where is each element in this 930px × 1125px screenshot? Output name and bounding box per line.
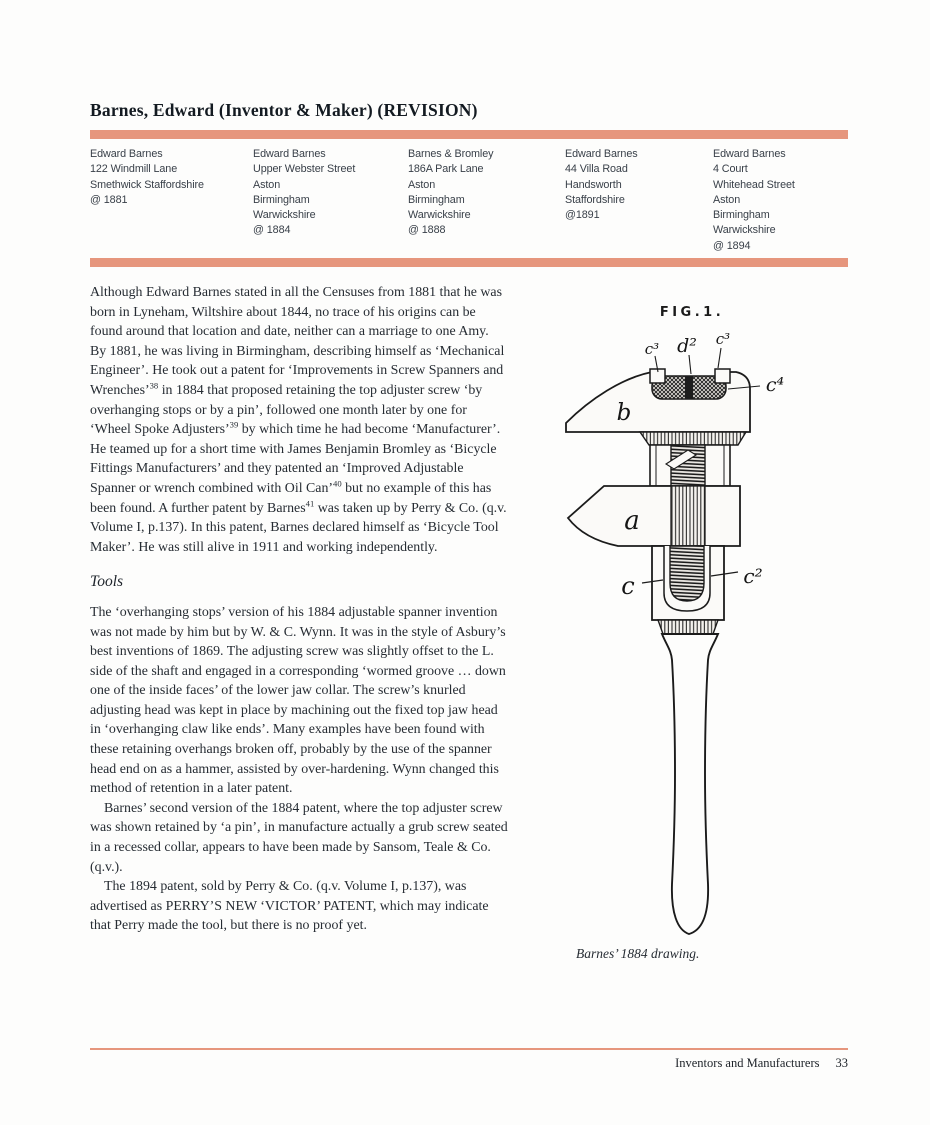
page-title: Barnes, Edward (Inventor & Maker) (REVISION) (90, 100, 478, 120)
handle-moulding (658, 620, 718, 634)
part-label-c3-right: c³ (715, 330, 731, 348)
address-line: @ 1881 (90, 193, 128, 206)
footer-rule (90, 1048, 848, 1050)
address-line: Warwickshire (408, 209, 471, 222)
threaded-shaft-lower (670, 546, 704, 601)
footnote-ref: 39 (229, 419, 239, 430)
retaining-claw-right (715, 369, 730, 383)
address-entry-3 (408, 147, 565, 254)
tools-paragraph-3: The 1894 patent, sold by Perry & Co. (q.v. Volume I, p.137), was advertised as PERRY’S NEW ‘VICTOR’ PATENT, which may indicate that Perry made the tool, but there is no proof yet. (90, 879, 489, 934)
tools-paragraph-1: The ‘overhanging stops’ version of his 1884 adjustable spanner invention was not made by him but by W. & C. Wynn. It was in the style of Asbury’s best inventions of 1869. The adjusting screw was slightly offset to the L. side of the shaft and engaged in a corresponding ‘wormed groove … down one of the inside faces’ of the lower jaw collar. The screw’s knurled adjusting head was kept in place by machining out the fixed top jaw head in ‘overhanging claw like ends’. Many examples have been found with these retaining overhangs broken off, probably by the use of the spanner head end on as a hammer, assisted by over-hardening. Wynn changed this method of retention in a later patent. (90, 604, 506, 797)
screw-boss-through-jaw (671, 486, 705, 546)
address-line: Whitehead Street (713, 178, 795, 191)
footer-running-title: Inventors and Manufacturers (675, 1056, 820, 1070)
address-entry-2 (253, 147, 408, 254)
screw-slot (685, 376, 693, 399)
address-line: Handsworth (565, 178, 622, 191)
part-label-c4: c⁴ (765, 374, 785, 396)
address-line: @ 1894 (713, 239, 751, 252)
address-line: 44 Villa Road (565, 163, 628, 176)
part-label-c2: c² (743, 564, 763, 588)
leader-d2 (689, 355, 691, 374)
text-run: by which time he had become ‘Manufacturer’. He teamed up for a short time with James Benjamin Bromley as ‘Bicycle Fittings Manufacturers’ and they patented an ‘Improved Adjustable Spanner or wrench combined with Oil Can’ (90, 422, 501, 496)
address-line: 122 Windmill Lane (90, 163, 178, 176)
address-line: Birmingham (408, 193, 465, 206)
footnote-ref: 38 (149, 380, 159, 391)
text-run: was taken up by Perry & Co. (q.v. Volume I, p.137). In this patent, Barnes declared himself as ‘Bicycle Tool Maker’. He was still alive in 1911 and working independently. (90, 500, 507, 555)
leader-c3-right (718, 348, 721, 368)
head-collar-moulding (640, 432, 746, 445)
text-run: in 1884 that proposed retaining the top adjuster screw ‘by overhanging stops or by a pin’, followed one month later by one for ‘Wheel Spoke Adjusters’ (90, 382, 483, 438)
address-line: Barnes & Bromley (408, 148, 494, 160)
address-line: Warwickshire (253, 209, 316, 222)
wrench-movable-jaw (568, 486, 740, 546)
address-line: Edward Barnes (253, 148, 326, 160)
text-run: Although Edward Barnes stated in all the Censuses from 1881 that he was born in Lyneham, Wiltshire about 1844, no trace of his origins can be found around that location and date, neither can a marriage to one Amy. By 1881, he was living in Birmingham, describing himself as ‘Mechanical Engineer’. He took out a patent for ‘Improvements in Screw Spanners and Wrenches’ (90, 285, 505, 398)
address-line: @ 1888 (408, 224, 446, 237)
part-label-d2: d² (677, 335, 697, 357)
address-line: Warwickshire (713, 224, 776, 237)
accent-bar-bottom (90, 258, 848, 267)
part-label-c: c (621, 572, 635, 600)
intro-paragraph (90, 283, 508, 557)
page-footer (90, 1056, 848, 1071)
address-line: Aston (713, 193, 741, 206)
figure-caption: Barnes’ 1884 drawing. (576, 946, 700, 961)
address-line: @ 1884 (253, 224, 291, 237)
part-label-b: b (616, 400, 632, 426)
address-line: Staffordshire (565, 193, 625, 206)
address-line: Edward Barnes (90, 148, 163, 160)
address-entry-1 (90, 147, 253, 254)
part-label-c3-left: c³ (644, 340, 660, 358)
address-line: Smethwick Staffordshire (90, 178, 204, 191)
page-number: 33 (835, 1056, 848, 1070)
footnote-ref: 41 (305, 497, 315, 508)
address-line: @1891 (565, 209, 600, 222)
address-line: Birmingham (713, 209, 770, 222)
accent-bar-top (90, 130, 848, 139)
address-line: Birmingham (253, 193, 310, 206)
address-line: Aston (253, 178, 281, 191)
footnote-ref: 40 (333, 478, 342, 489)
address-line: Edward Barnes (565, 148, 638, 160)
wrench-handle (662, 634, 718, 934)
tools-paragraph-2: Barnes’ second version of the 1884 patent, where the top adjuster screw was shown retained by ‘a pin’, in manufacture actually a grub screw seated in a recessed collar, appears to have been made by Sansom, Teale & Co. (q.v.). (90, 800, 508, 875)
address-entry-4 (565, 147, 713, 254)
text-run: but no example of this has been found. A further patent by Barnes (90, 480, 492, 516)
address-line: Edward Barnes (713, 148, 786, 160)
address-entry-5 (713, 147, 848, 254)
part-label-a: a (624, 506, 640, 536)
address-line: 186A Park Lane (408, 163, 484, 176)
address-line: Aston (408, 178, 436, 191)
wrench-drawing (552, 292, 872, 940)
figure-number-label: FIG.1. (659, 305, 725, 320)
article-body (90, 283, 508, 936)
patent-figure (552, 292, 872, 962)
address-block (90, 147, 848, 254)
tools-heading: Tools (90, 573, 124, 591)
address-line: 4 Court (713, 163, 748, 176)
address-line: Upper Webster Street (253, 163, 356, 176)
